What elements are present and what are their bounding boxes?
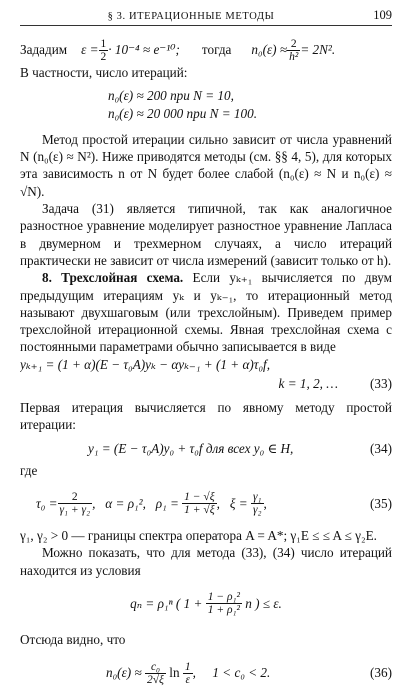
frac-den: 2	[100, 50, 107, 63]
equation-33: yₖ₊₁ = (1 + α)(E − τ₀A)yₖ − αyₖ₋₁ + (1 + α)τ₀f,	[20, 356, 271, 372]
paragraph: γ₁, γ₂ > 0 — границы спектра оператора A = A*; γ₁E ≤ ≤ A ≤ γ₂E.	[20, 527, 377, 543]
equation-33-range: k = 1, 2, …	[278, 376, 338, 392]
fraction-tau0	[58, 491, 93, 516]
c0-range: , 1 < c₀ < 2.	[192, 665, 271, 681]
text-line: Отсюда видно, что	[20, 631, 126, 647]
frac-num: c₀	[145, 661, 166, 674]
xi-lhs: , ξ =	[216, 496, 251, 512]
frac-den: ε	[185, 673, 190, 686]
equation-number: (33)	[370, 376, 392, 392]
frac-num: 2	[58, 491, 93, 504]
frac-den: 1 + ρ₁²	[207, 604, 240, 617]
frac-num: 1 − √ξ	[184, 491, 215, 504]
qn-rhs: n ) ≤ ε.	[241, 596, 282, 612]
equation-36	[20, 654, 392, 692]
alpha-rho: , α = ρ₁², ρ₁ =	[92, 496, 183, 512]
word-zadadim: Зададим	[20, 42, 68, 58]
frac-num: 1	[184, 660, 191, 673]
frac-den: 2√ξ	[147, 673, 164, 686]
paragraph: Первая итерация вычисляется по явному методу простой итерации:	[20, 400, 392, 433]
paragraph: Задача (31) является типичной, так как аналогичное разностное уравнение моделирует разностное уравнение Лапласа в двумерном и трехмерном случаях, а число итераций практически не зависит от числа измерений (зависит только от h).	[20, 201, 392, 268]
qn-lhs: qₙ = ρ₁ⁿ ( 1 +	[130, 596, 206, 612]
formula-line: n₀(ε) ≈ 200 при N = 10,	[108, 88, 234, 104]
equation-number: (35)	[370, 495, 392, 511]
frac-num: 1 − ρ₁²	[207, 591, 240, 604]
book-page	[20, 6, 392, 692]
word-gde: где	[20, 462, 38, 478]
frac-den: γ₁ + γ₂	[59, 504, 91, 517]
n0-lhs: n₀(ε) ≈	[251, 42, 288, 58]
ln: ln	[166, 665, 183, 681]
fraction-xi	[251, 491, 264, 516]
page-number: 109	[373, 8, 392, 22]
equation-qn	[20, 585, 392, 623]
fraction-qn	[206, 591, 242, 616]
equation-33-line2	[20, 373, 392, 395]
frac-num: 2	[287, 38, 300, 51]
fraction-rho1	[182, 491, 217, 516]
frac-den: 1 + √ξ	[184, 504, 215, 517]
equation-35	[20, 487, 392, 521]
equation-number: (36)	[370, 665, 392, 681]
frac-den: h²	[289, 50, 299, 63]
equation-34	[20, 438, 392, 462]
word-togda: тогда	[201, 42, 232, 58]
text-line: В частности, число итераций:	[20, 65, 188, 80]
tau0-lhs: τ₀ =	[36, 496, 58, 512]
paragraph: Можно показать, что для метода (33), (34) число итераций находится из условия	[20, 545, 392, 578]
frac-den: γ₂	[253, 504, 262, 517]
formula-line: n₀(ε) ≈ 20 000 при N = 100.	[108, 105, 257, 121]
comma: ,	[263, 496, 267, 512]
n0-rhs: = 2N².	[300, 42, 336, 58]
epsilon-definition-line	[20, 36, 392, 64]
running-header	[20, 6, 392, 26]
eps-lhs: ε =	[81, 42, 99, 58]
fraction-2-h2	[287, 38, 300, 63]
frac-num: 1	[100, 37, 107, 50]
eps-rhs: · 10⁻⁴ ≈ e⁻¹⁰;	[108, 42, 180, 58]
section-text: Если yₖ₊₁ вычисляется по двум предыдущим итерациям yₖ и yₖ₋₁, то итерационный метод называют двухшаговым (или трехслойным). Приведем пример трехслойной итерационной схемы. Явная трехслойная схема с постоянными параметрами обычно записывается в виде	[20, 270, 393, 355]
fraction-one-half	[99, 38, 109, 63]
n0-lhs: n₀(ε) ≈	[106, 665, 145, 681]
paragraph: Метод простой итерации сильно зависит от числа уравнений N (n₀(ε) ≈ N²). Ниже приводятся методы (см. §§ 4, 5), для которых эта зависимость n от N будет более слабой (n₀(ε) ≈ N и n₀(ε) ≈ √N).	[20, 131, 392, 199]
section-paragraph	[20, 269, 392, 355]
equation-number: (34)	[370, 440, 392, 456]
section-title: 8. Трехслойная схема.	[42, 270, 184, 286]
frac-num: γ₁	[253, 491, 262, 504]
running-head: § 3. ИТЕРАЦИОННЫЕ МЕТОДЫ	[107, 11, 275, 22]
equation-34-body: y₁ = (E − τ₀A)y₀ + τ₀f для всех y₀ ∈ H,	[88, 440, 294, 456]
